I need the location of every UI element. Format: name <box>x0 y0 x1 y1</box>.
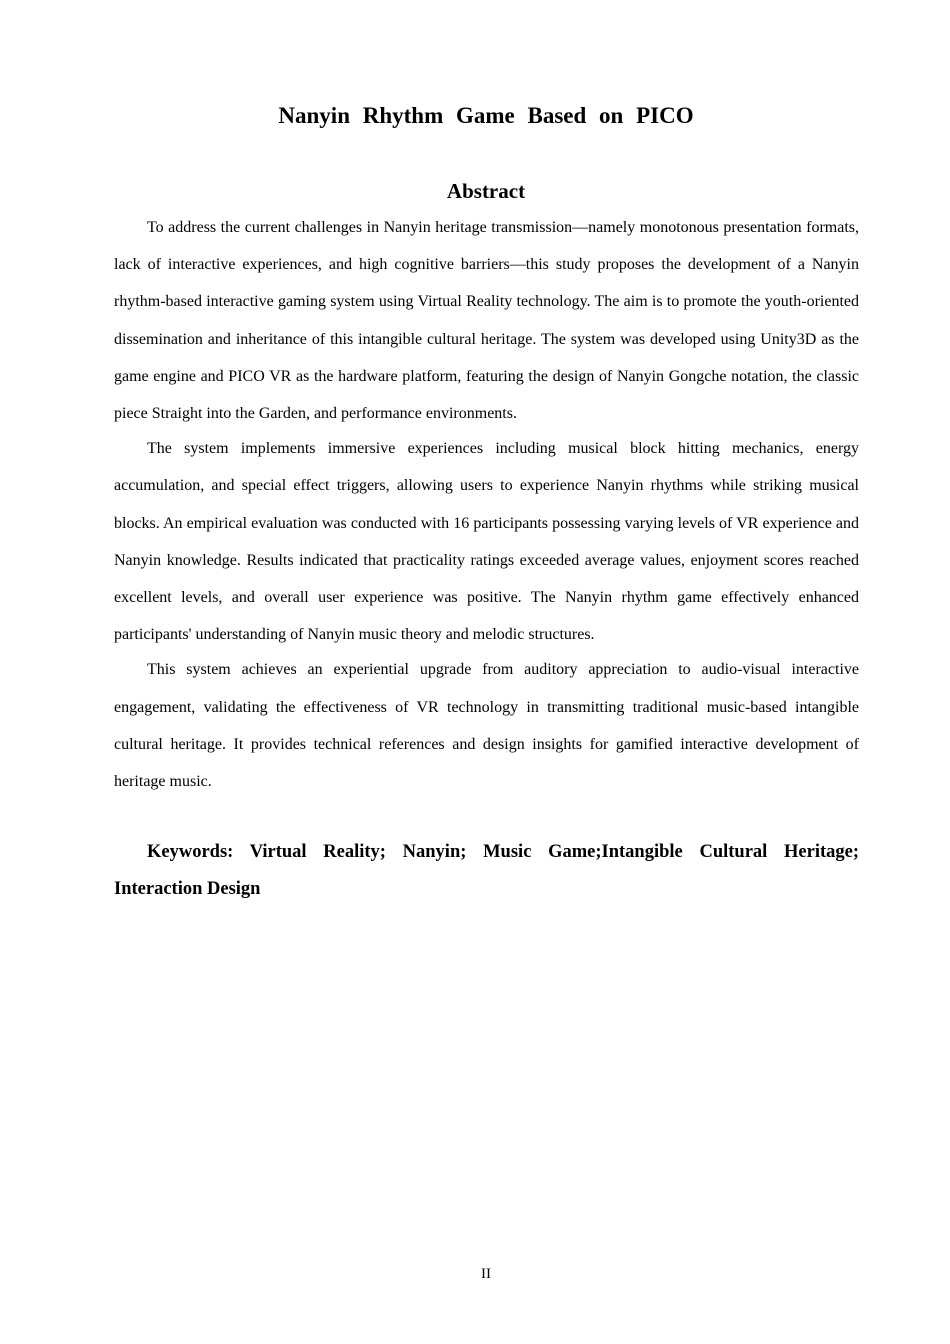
abstract-paragraph-3: This system achieves an experiential upgrade from auditory appreciation to audio-visual interactive engagement, validating the effectiveness of VR technology in transmitting traditional music-based intangible cultural heritage. It provides technical references and design insights for gamified interactive development of heritage music. <box>114 661 859 791</box>
abstract-paragraph-1: To address the current challenges in Nanyin heritage transmission—namely monotonous presentation formats, lack of interactive experiences, and high cognitive barriers—this study proposes the development of a Nanyin rhythm-based interactive gaming system using Virtual Reality technology. The aim is to promote the youth-oriented dissemination and inheritance of this intangible cultural heritage. The system was developed using Unity3D as the game engine and PICO VR as the hardware platform, featuring the design of Nanyin Gongche notation, the classic piece Straight into the Garden, and performance environments. <box>114 219 859 423</box>
paper-title: Nanyin Rhythm Game Based on PICO <box>278 103 694 128</box>
abstract-body <box>114 209 859 798</box>
page-number: II <box>481 1266 491 1282</box>
abstract-paragraph-2: The system implements immersive experiences including musical block hitting mechanics, energy accumulation, and special effect triggers, allowing users to experience Nanyin rhythms while striking musical blocks. An empirical evaluation was conducted with 16 participants possessing varying levels of VR experience and Nanyin knowledge. Results indicated that practicality ratings exceeded average values, enjoyment scores reached excellent levels, and overall user experience was positive. The Nanyin rhythm game effectively enhanced participants' understanding of Nanyin music theory and melodic structures. <box>114 440 859 644</box>
keywords-line: Keywords: Virtual Reality; Nanyin; Music Game;Intangible Cultural Heritage; Interaction Design <box>114 842 859 899</box>
abstract-heading: Abstract <box>446 179 526 203</box>
